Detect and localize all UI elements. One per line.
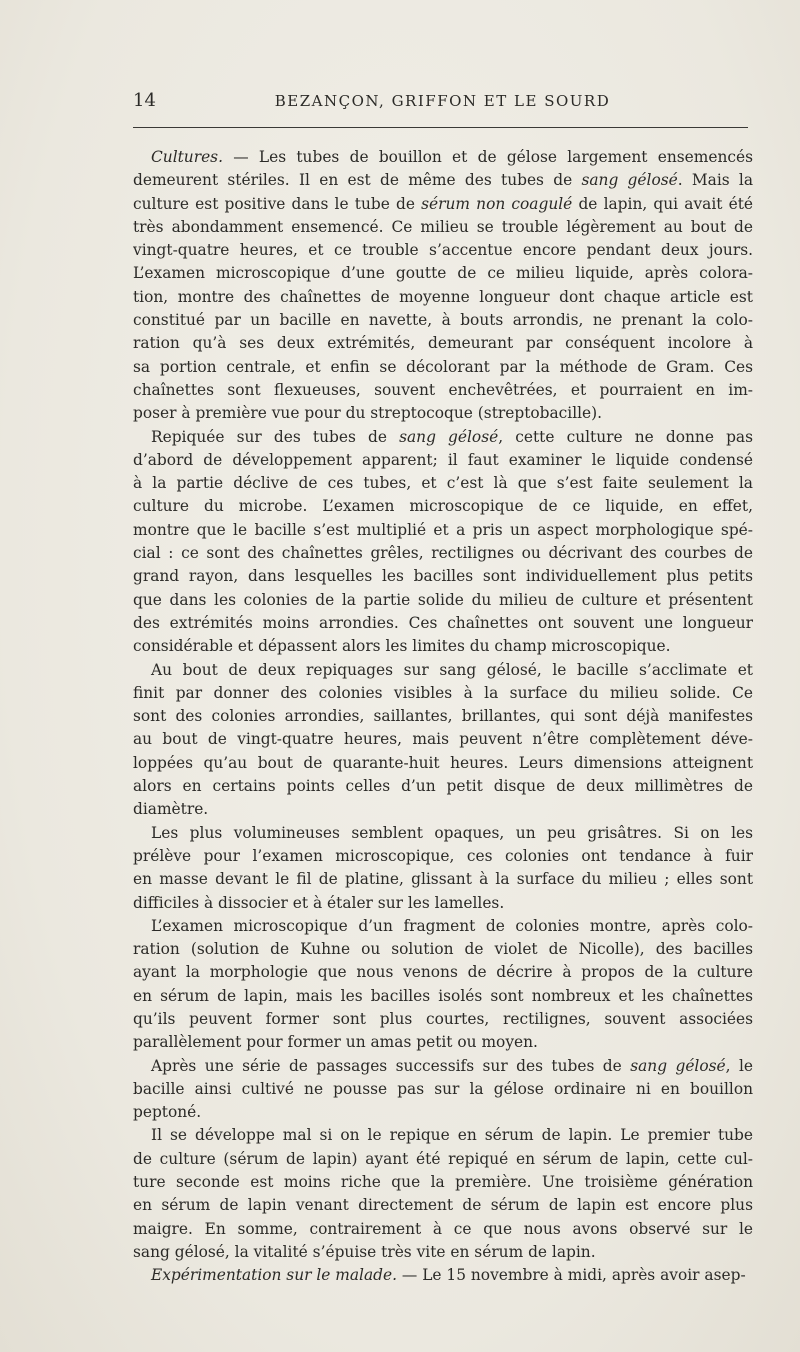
text-segment: de culture (sérum de lapin) ayant été repiqué en sérum de lapin, cette cul- xyxy=(133,1149,753,1168)
text-segment: bacille ainsi cultivé ne pousse pas sur la gélose ordinaire ni en bouillon xyxy=(133,1079,753,1098)
text-line xyxy=(133,309,753,332)
text-segment: à la partie déclive de ces tubes, et c’est là que s’est faite seulement la xyxy=(133,474,753,493)
text-line xyxy=(133,798,753,821)
italic-text: sang gélosé xyxy=(630,1056,726,1075)
text-segment: Il se développe mal si on le repique en sérum de lapin. Le premier tube xyxy=(151,1126,753,1145)
text-line xyxy=(133,169,753,192)
text-line xyxy=(133,822,753,845)
text-line xyxy=(133,239,753,262)
text-segment: en sérum de lapin, mais les bacilles isolés sont nombreux et les chaînettes xyxy=(133,986,753,1005)
text-line xyxy=(133,262,753,285)
text-segment: qu’ils peuvent former sont plus courtes, rectilignes, souvent associées xyxy=(133,1009,753,1028)
text-segment: en masse devant le fil de platine, glissant à la surface du milieu ; elles sont xyxy=(133,870,753,889)
text-segment: , le xyxy=(725,1056,753,1075)
text-segment: diamètre. xyxy=(133,800,209,819)
text-line xyxy=(133,1241,753,1264)
page-number: 14 xyxy=(133,90,156,111)
text-line xyxy=(133,565,753,588)
text-line xyxy=(133,728,753,751)
text-segment: culture est positive dans le tube de xyxy=(133,194,422,213)
text-line xyxy=(133,1124,753,1147)
text-segment: — Le 15 novembre à midi, après avoir asep- xyxy=(397,1266,746,1285)
text-line xyxy=(133,659,753,682)
text-segment: Après une série de passages successifs sur des tubes de xyxy=(151,1056,631,1075)
text-segment: d’abord de développement apparent; il faut examiner le liquide condensé xyxy=(133,450,753,469)
text-segment: ration qu’à ses deux extrémités, demeurant par conséquent incolore à xyxy=(133,334,753,353)
text-segment: demeurent stériles. Il en est de même des tubes de xyxy=(133,171,582,190)
text-line xyxy=(133,402,753,425)
text-segment: ration (solution de Kuhne ou solution de violet de Nicolle), des bacilles xyxy=(133,940,753,959)
paragraph xyxy=(133,659,753,822)
text-line xyxy=(133,868,753,891)
text-line xyxy=(133,915,753,938)
text-line xyxy=(133,1171,753,1194)
text-segment: difficiles à dissocier et à étaler sur les lamelles. xyxy=(133,893,505,912)
paragraph xyxy=(133,1055,753,1125)
text-segment: chaînettes sont flexueuses, souvent enchevêtrées, et pourraient en im- xyxy=(133,380,753,399)
paragraph xyxy=(133,426,753,659)
text-line xyxy=(133,845,753,868)
text-segment: au bout de vingt-quatre heures, mais peuvent n’être complètement déve- xyxy=(133,730,753,749)
italic-text: sang gélosé xyxy=(399,427,499,446)
paragraph xyxy=(133,822,753,915)
text-line xyxy=(133,193,753,216)
text-line xyxy=(133,1148,753,1171)
text-line xyxy=(133,705,753,728)
italic-text: sérum non coagulé xyxy=(421,194,573,213)
page-header xyxy=(133,90,752,116)
text-segment: L’examen microscopique d’une goutte de ce milieu liquide, après colora- xyxy=(133,264,753,283)
text-line xyxy=(133,379,753,402)
text-segment: L’examen microscopique d’un fragment de colonies montre, après colo- xyxy=(151,916,753,935)
text-line xyxy=(133,635,753,658)
text-line xyxy=(133,1218,753,1241)
text-line xyxy=(133,495,753,518)
text-segment: des extrémités moins arrondies. Ces chaînettes ont souvent une longueur xyxy=(133,613,753,632)
text-segment: parallèlement pour former un amas petit ou moyen. xyxy=(133,1033,538,1052)
text-line xyxy=(133,426,753,449)
text-segment: ture seconde est moins riche que la première. Une troisième génération xyxy=(133,1173,753,1192)
running-head: BEZANÇON, GRIFFON ET LE SOURD xyxy=(274,92,611,110)
text-segment: montre que le bacille s’est multiplié et a pris un aspect morphologique spé- xyxy=(133,520,753,539)
italic-text: sang gélosé xyxy=(581,171,678,190)
header-rule xyxy=(133,127,748,128)
text-segment: poser à première vue pour du streptocoque (streptobacille). xyxy=(133,404,603,423)
text-line xyxy=(133,332,753,355)
text-line xyxy=(133,938,753,961)
text-segment: sang gélosé, la vitalité s’épuise très vite en sérum de lapin. xyxy=(133,1242,596,1261)
text-segment: loppées qu’au bout de quarante-huit heures. Leurs dimensions atteignent xyxy=(133,753,753,772)
text-line xyxy=(133,542,753,565)
text-segment: que dans les colonies de la partie solide du milieu de culture et présentent xyxy=(133,590,753,609)
text-line xyxy=(133,1194,753,1217)
text-segment: très abondamment ensemencé. Ce milieu se trouble légèrement au bout de xyxy=(133,217,753,236)
text-segment: vingt-quatre heures, et ce trouble s’accentue encore pendant deux jours. xyxy=(133,241,753,260)
text-line xyxy=(133,1031,753,1054)
text-line xyxy=(133,752,753,775)
text-line xyxy=(133,1264,753,1287)
italic-text: Expérimentation sur le malade. xyxy=(151,1266,398,1285)
paragraph xyxy=(133,1264,753,1287)
text-segment: ayant la morphologie que nous venons de décrire à propos de la culture xyxy=(133,963,753,982)
text-segment: tion, montre des chaînettes de moyenne longueur dont chaque article est xyxy=(133,287,753,306)
text-line xyxy=(133,1101,753,1124)
text-line xyxy=(133,146,753,169)
text-line xyxy=(133,1008,753,1031)
body-text xyxy=(133,146,753,1288)
text-line xyxy=(133,1078,753,1101)
text-segment: — Les tubes de bouillon et de gélose largement ensemencés xyxy=(222,148,753,166)
text-segment: , cette culture ne donne pas xyxy=(498,427,753,446)
text-line xyxy=(133,449,753,472)
text-segment: constitué par un bacille en navette, à bouts arrondis, ne prenant la colo- xyxy=(133,311,753,330)
text-segment: sont des colonies arrondies, saillantes, brillantes, qui sont déjà manifestes xyxy=(133,707,753,726)
text-line xyxy=(133,356,753,379)
text-segment: considérable et dépassent alors les limites du champ microscopique. xyxy=(133,637,671,656)
text-segment: maigre. En somme, contrairement à ce que nous avons observé sur le xyxy=(133,1219,753,1238)
text-segment: Repiquée sur des tubes de xyxy=(151,427,400,446)
text-segment: alors en certains points celles d’un petit disque de deux millimètres de xyxy=(133,777,753,796)
text-segment: sa portion centrale, et enfin se décolorant par la méthode de Gram. Ces xyxy=(133,357,753,376)
text-line xyxy=(133,589,753,612)
text-line xyxy=(133,519,753,542)
text-line xyxy=(133,286,753,309)
text-line xyxy=(133,961,753,984)
text-segment: peptoné. xyxy=(133,1103,202,1122)
text-line xyxy=(133,612,753,635)
text-line xyxy=(133,472,753,495)
text-segment: cial : ce sont des chaînettes grêles, rectilignes ou décrivant des courbes de xyxy=(133,544,753,563)
text-line xyxy=(133,216,753,239)
text-segment: Au bout de deux repiquages sur sang gélosé, le bacille s’acclimate et xyxy=(151,660,753,679)
paragraph xyxy=(133,915,753,1055)
text-segment: de lapin, qui avait été xyxy=(572,194,753,213)
text-segment: culture du microbe. L’examen microscopique de ce liquide, en effet, xyxy=(133,497,753,516)
text-segment: Les plus volumineuses semblent opaques, un peu grisâtres. Si on les xyxy=(151,823,753,842)
text-line xyxy=(133,985,753,1008)
text-segment: finit par donner des colonies visibles à la surface du milieu solide. Ce xyxy=(133,683,753,702)
text-line xyxy=(133,892,753,915)
paragraph xyxy=(133,146,753,426)
text-segment: . Mais la xyxy=(677,171,753,190)
text-line xyxy=(133,682,753,705)
italic-text: Cultures. xyxy=(151,148,223,166)
text-line xyxy=(133,775,753,798)
text-segment: prélève pour l’examen microscopique, ces colonies ont tendance à fuir xyxy=(133,846,753,865)
text-line xyxy=(133,1055,753,1078)
text-segment: grand rayon, dans lesquelles les bacilles sont individuellement plus petits xyxy=(133,567,753,586)
paragraph xyxy=(133,1124,753,1264)
text-segment: en sérum de lapin venant directement de sérum de lapin est encore plus xyxy=(133,1196,753,1215)
